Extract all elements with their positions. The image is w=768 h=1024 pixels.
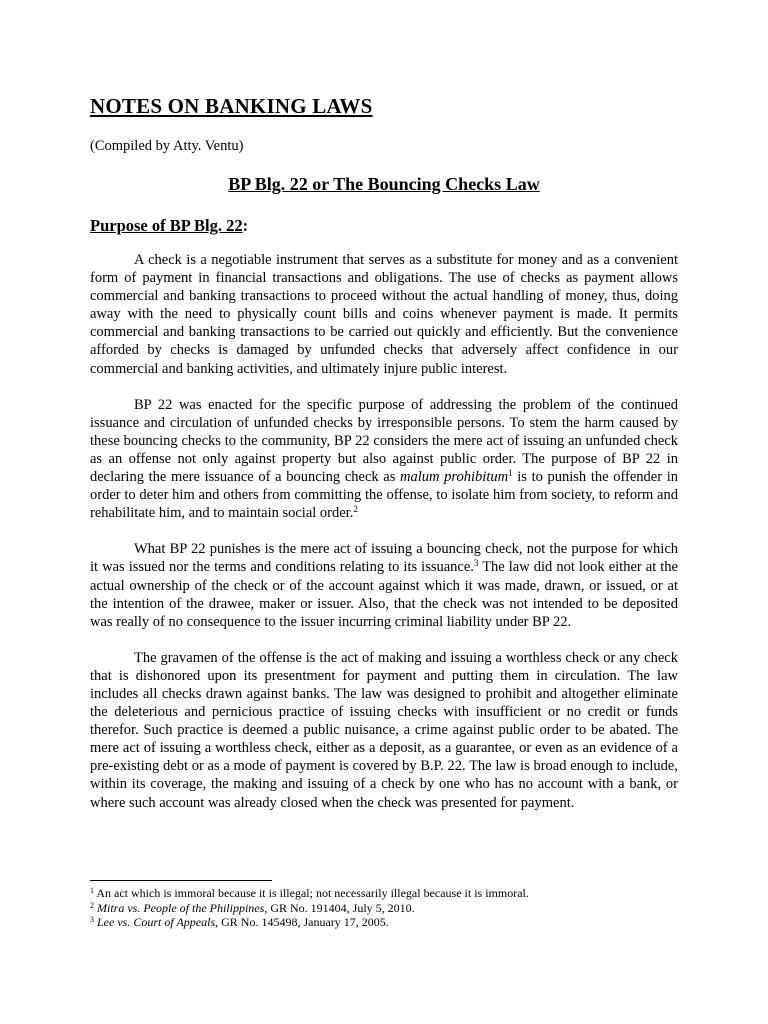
- footnote-1-number: 1: [90, 886, 94, 895]
- footnote-ref-2: 2: [353, 504, 358, 515]
- footnote-1: [90, 886, 678, 901]
- footnote-2-citation: , GR No. 191404, July 5, 2010.: [264, 900, 415, 915]
- paragraph-3: [90, 540, 678, 630]
- footnote-2-number: 2: [90, 900, 94, 910]
- footnote-ref-3: 3: [473, 558, 479, 569]
- paragraph-2-italic-term: malum prohibitum: [400, 469, 509, 486]
- footnote-divider: [90, 880, 272, 881]
- footnote-3-number: 3: [90, 915, 94, 924]
- paragraph-3-text-a: What BP 22 punishes is the mere act of issuing a bouncing check, not the purpose for which it was issued nor the terms and conditions relating to its issuance.: [90, 541, 678, 576]
- footnote-2-case: Mitra vs. People of the Philippines: [97, 900, 265, 915]
- footnote-1-text: An act which is immoral because it is illegal; not necessarily illegal because it is immoral.: [94, 886, 529, 900]
- section-heading: [90, 216, 248, 236]
- paragraph-2-text-b: is to punish the offender in order to deter him and others from committing the offense, to isolate him from society, to reform and rehabilitate him, and to maintain social order.: [90, 469, 678, 522]
- document-body: [90, 251, 678, 830]
- footnote-2: [90, 901, 678, 916]
- footnote-ref-1: 1: [508, 468, 513, 479]
- paragraph-4: The gravamen of the offense is the act of making and issuing a worthless check or any check that is dishonored upon its presentment for payment and putting them in circulation. The law includes all checks drawn against banks. The law was designed to prohibit and altogether eliminate the deleterious and pernicious practice of issuing checks with insufficient or no credit or funds therefor. Such practice is deemed a public nuisance, a crime against public order to be abated. The mere act of issuing a worthless check, either as a deposit, as a guarantee, or even as an evidence of a pre-existing debt or as a mode of payment is covered by B.P. 22. The law is broad enough to include, within its coverage, the making and issuing of a check by one who has no account with a bank, or where such account was already closed when the check was presented for payment.: [90, 649, 678, 811]
- paragraph-2-text-a: BP 22 was enacted for the specific purpose of addressing the problem of the continued issuance and circulation of unfunded checks by irresponsible persons. To stem the harm caused by these bouncing checks to the community, BP 22 considers the mere act of issuing an unfunded check as an offense not only against property but also against public order. The purpose of BP 22 in declaring the mere issuance of a bouncing check as: [90, 396, 678, 486]
- document-title: NOTES ON BANKING LAWS: [90, 94, 373, 118]
- subtitle-text: BP Blg. 22 or The Bouncing Checks Law: [228, 174, 540, 194]
- paragraph-3-text-b: The law did not look either at the actual ownership of the check or of the account against which it was made, drawn, or issued, or at the intention of the drawee, maker or issuer. Also, that the check was not intended to be deposited was really of no consequence to the issuer incurring criminal liability under BP 22.: [90, 559, 678, 630]
- footnotes: [90, 886, 678, 930]
- compiled-by-line: (Compiled by Atty. Ventu): [90, 138, 244, 154]
- footnote-3: [90, 915, 678, 930]
- section-heading-colon: :: [242, 216, 249, 235]
- footnote-3-citation: , GR No. 145498, January 17, 2005.: [215, 915, 389, 929]
- section-heading-text: Purpose of BP Blg. 22: [90, 216, 243, 235]
- paragraph-2: [90, 396, 678, 523]
- document-subtitle: [90, 174, 678, 195]
- paragraph-1: A check is a negotiable instrument that serves as a substitute for money and as a convenient form of payment in financial transactions and obligations. The use of checks as payment allows commercial and banking transactions to proceed without the actual handling of money, thus, doing away with the need to physically count bills and coins whenever payment is made. It permits commercial and banking transactions to be carried out quickly and efficiently. But the convenience afforded by checks is damaged by unfunded checks that adversely affect confidence in our commercial and banking activities, and ultimately injure public interest.: [90, 252, 678, 377]
- footnote-3-case: Lee vs. Court of Appeals: [97, 915, 216, 929]
